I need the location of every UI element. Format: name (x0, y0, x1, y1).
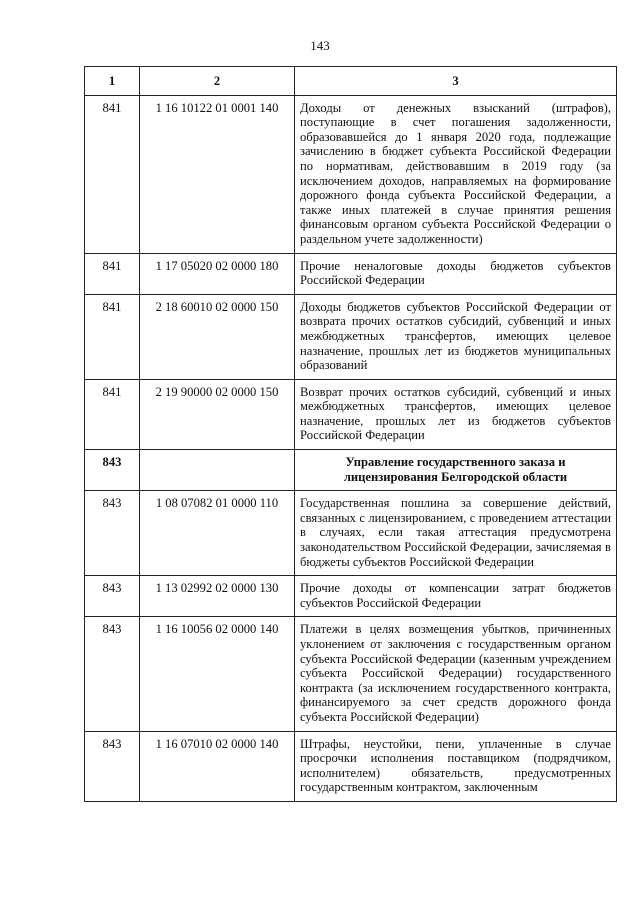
table-row (85, 294, 617, 379)
revenue-description-cell: Прочие неналоговые доходы бюджетов субъектов Российской Федерации (295, 253, 617, 294)
admin-code-cell: 843 (85, 491, 140, 576)
admin-code-cell: 843 (85, 450, 140, 491)
revenue-description-cell: Прочие доходы от компенсации затрат бюджетов субъектов Российской Федерации (295, 576, 617, 617)
revenue-code-cell: 1 16 07010 02 0000 140 (140, 731, 295, 801)
admin-code-cell: 841 (85, 95, 140, 253)
table-row (85, 617, 617, 731)
table-row (85, 576, 617, 617)
revenue-description-cell: Государственная пошлина за совершение действий, связанных с лицензированием, с проведением аттестации в случаях, если такая аттестация предусмотрена законодательством Российской Федерации, зачисляемая в бюджеты субъектов Российской Федерации (295, 491, 617, 576)
revenue-description-cell: Доходы от денежных взысканий (штрафов), поступающие в счет погашения задолженности, образовавшейся до 1 января 2020 года, подлежащие зачислению в бюджет субъекта Российской Федерации по нормативам, действовавшим в 2019 году (за исключением доходов, направляемых на формирование дорожного фонда субъекта Российской Федерации, а также иных платежей в случае принятия решения финансовым органом субъекта Российской Федерации о раздельном учете задолженности) (295, 95, 617, 253)
table-header-row (85, 67, 617, 96)
revenue-description-cell: Платежи в целях возмещения убытков, причиненных уклонением от заключения с государственным органом субъекта Российской Федерации (казенным учреждением субъекта Российской Федерации) государственного контракта (за исключением государственного контракта, финансируемого за счет средств дорожного фонда субъекта Российской Федерации) (295, 617, 617, 731)
revenue-code-cell: 1 13 02992 02 0000 130 (140, 576, 295, 617)
column-header-2: 2 (140, 67, 295, 96)
revenue-description-cell: Доходы бюджетов субъектов Российской Федерации от возврата прочих остатков субсидий, субвенций и иных межбюджетных трансфертов, имеющих целевое назначение, прошлых лет из бюджетов муниципальных образований (295, 294, 617, 379)
admin-code-cell: 843 (85, 576, 140, 617)
revenue-code-cell: 1 16 10122 01 0001 140 (140, 95, 295, 253)
admin-code-cell: 843 (85, 617, 140, 731)
admin-code-cell: 841 (85, 253, 140, 294)
table-row (85, 731, 617, 801)
column-header-3: 3 (295, 67, 617, 96)
admin-code-cell: 841 (85, 294, 140, 379)
admin-code-cell: 843 (85, 731, 140, 801)
revenue-code-cell: 2 18 60010 02 0000 150 (140, 294, 295, 379)
section-title-cell: Управление государственного заказа и лицензирования Белгородской области (295, 450, 617, 491)
budget-revenue-table (84, 66, 617, 802)
section-header-row (85, 450, 617, 491)
table-row (85, 491, 617, 576)
revenue-code-cell: 1 17 05020 02 0000 180 (140, 253, 295, 294)
admin-code-cell: 841 (85, 379, 140, 449)
revenue-code-cell (140, 450, 295, 491)
column-header-1: 1 (85, 67, 140, 96)
table-row (85, 379, 617, 449)
revenue-code-cell: 1 16 10056 02 0000 140 (140, 617, 295, 731)
page-number: 143 (310, 38, 330, 53)
revenue-code-cell: 2 19 90000 02 0000 150 (140, 379, 295, 449)
table-row (85, 95, 617, 253)
revenue-description-cell: Штрафы, неустойки, пени, уплаченные в случае просрочки исполнения поставщиком (подрядчиком, исполнителем) обязательств, предусмотренных государственным контрактом, заключенным (295, 731, 617, 801)
revenue-code-cell: 1 08 07082 01 0000 110 (140, 491, 295, 576)
table-row (85, 253, 617, 294)
revenue-description-cell: Возврат прочих остатков субсидий, субвенций и иных межбюджетных трансфертов, имеющих целевое назначение, прошлых лет из бюджетов субъектов Российской Федерации (295, 379, 617, 449)
